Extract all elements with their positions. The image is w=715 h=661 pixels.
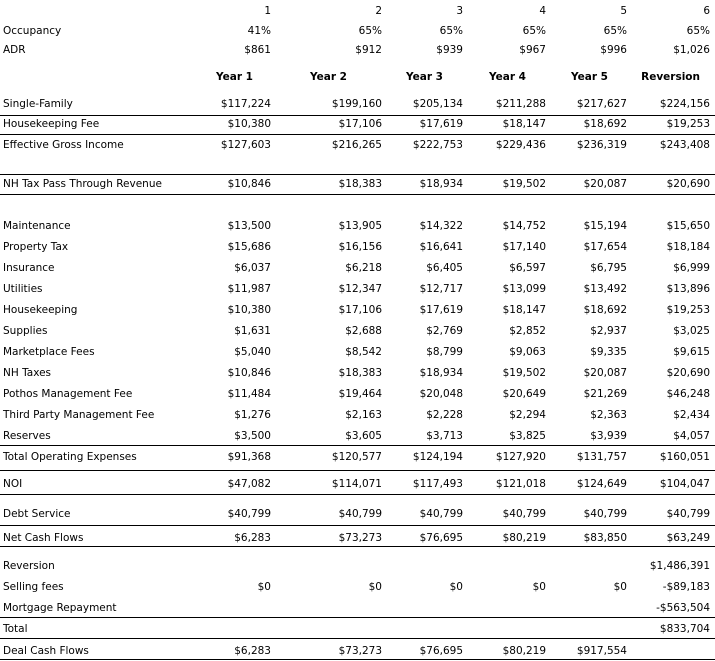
cell: 65%	[358, 25, 382, 37]
cell: $40,799	[666, 508, 710, 520]
period-number: 6	[703, 5, 710, 17]
row-label: Third Party Management Fee	[3, 409, 155, 421]
cell: $104,047	[659, 478, 710, 490]
cell: $17,106	[338, 304, 382, 316]
cell: $2,937	[590, 325, 627, 337]
cell: $16,156	[338, 241, 382, 253]
cell: 65%	[603, 25, 627, 37]
cell: $18,184	[666, 241, 710, 253]
cell: $120,577	[331, 451, 382, 463]
cell: $20,690	[666, 178, 710, 190]
deal-cash-flows-row	[0, 643, 715, 659]
cell: $10,846	[227, 367, 271, 379]
cell: $9,063	[509, 346, 546, 358]
table-row	[0, 137, 715, 153]
cell: $3,713	[426, 430, 463, 442]
cell: $13,896	[666, 283, 710, 295]
cell: $6,283	[234, 645, 271, 657]
cell: $10,380	[227, 304, 271, 316]
debt-service-row	[0, 506, 715, 522]
table-row	[0, 96, 715, 112]
cell: $3,939	[590, 430, 627, 442]
table-row	[0, 428, 715, 444]
column-header: Year 1	[216, 71, 253, 83]
cell: $121,018	[495, 478, 546, 490]
cell: $199,160	[331, 98, 382, 110]
cell: $912	[355, 44, 382, 56]
row-divider	[0, 470, 715, 471]
cell: $6,597	[509, 262, 546, 274]
cell: $80,219	[502, 645, 546, 657]
cell: $19,502	[502, 367, 546, 379]
table-row	[0, 386, 715, 402]
total-row	[0, 621, 715, 637]
cell: $8,542	[345, 346, 382, 358]
cell: $14,322	[419, 220, 463, 232]
cell: $13,099	[502, 283, 546, 295]
cell: $6,795	[590, 262, 627, 274]
row-divider	[0, 659, 715, 660]
row-label: NH Taxes	[3, 367, 52, 379]
cell: $0	[368, 581, 382, 593]
cell: $117,224	[220, 98, 271, 110]
row-label: Insurance	[3, 262, 55, 274]
period-number: 3	[456, 5, 463, 17]
row-label: Housekeeping Fee	[3, 118, 100, 130]
cell: $114,071	[331, 478, 382, 490]
cell: 65%	[522, 25, 546, 37]
cell: $15,194	[583, 220, 627, 232]
row-label: Maintenance	[3, 220, 71, 232]
cell: $13,492	[583, 283, 627, 295]
table-row	[0, 323, 715, 339]
period-number: 4	[539, 5, 546, 17]
cell: $19,253	[666, 118, 710, 130]
cell: $11,484	[227, 388, 271, 400]
cell: $18,383	[338, 178, 382, 190]
cell: $0	[613, 581, 627, 593]
cell: $222,753	[412, 139, 463, 151]
cell: $6,999	[673, 262, 710, 274]
cell: $15,686	[227, 241, 271, 253]
selling-fees-row	[0, 579, 715, 595]
table-row	[0, 302, 715, 318]
cell: $124,194	[412, 451, 463, 463]
cell: 41%	[247, 25, 271, 37]
noi-row	[0, 476, 715, 492]
row-label: Selling fees	[3, 581, 64, 593]
table-row	[0, 116, 715, 132]
cell: $205,134	[412, 98, 463, 110]
cell: $17,140	[502, 241, 546, 253]
cell: $211,288	[495, 98, 546, 110]
table-row	[0, 239, 715, 255]
year-header-row	[0, 69, 715, 85]
cell: $80,219	[502, 532, 546, 544]
cell: $40,799	[338, 508, 382, 520]
cell: $6,405	[426, 262, 463, 274]
cell: $216,265	[331, 139, 382, 151]
cell: $9,335	[590, 346, 627, 358]
column-header: Reversion	[641, 71, 700, 83]
cell: $124,649	[576, 478, 627, 490]
cell: 65%	[686, 25, 710, 37]
cell: $63,249	[666, 532, 710, 544]
cell: $229,436	[495, 139, 546, 151]
row-divider	[0, 134, 715, 135]
cell: $0	[449, 581, 463, 593]
row-divider	[0, 194, 715, 195]
row-label: Single-Family	[3, 98, 73, 110]
cell: $127,603	[220, 139, 271, 151]
row-label: NOI	[3, 478, 23, 490]
row-label: Debt Service	[3, 508, 71, 520]
cell: $4,057	[673, 430, 710, 442]
cell: $12,347	[338, 283, 382, 295]
row-divider	[0, 525, 715, 526]
cell: $14,752	[502, 220, 546, 232]
row-label: NH Tax Pass Through Revenue	[3, 178, 162, 190]
cell: $3,825	[509, 430, 546, 442]
cell: $40,799	[583, 508, 627, 520]
cell: $2,769	[426, 325, 463, 337]
row-divider	[0, 174, 715, 175]
row-label: Property Tax	[3, 241, 69, 253]
cell: $18,934	[419, 367, 463, 379]
cell: $996	[600, 44, 627, 56]
cell: $17,106	[338, 118, 382, 130]
cell: $2,163	[345, 409, 382, 421]
cell: $8,799	[426, 346, 463, 358]
row-label: Housekeeping	[3, 304, 78, 316]
cell: $939	[436, 44, 463, 56]
cell: $17,619	[419, 118, 463, 130]
cell: $10,846	[227, 178, 271, 190]
period-number: 1	[264, 5, 271, 17]
cell: $861	[244, 44, 271, 56]
column-header: Year 5	[571, 71, 608, 83]
cell: $13,905	[338, 220, 382, 232]
net-cash-flows-row	[0, 530, 715, 546]
cell: $91,368	[227, 451, 271, 463]
cell: $1,486,391	[649, 560, 710, 572]
cell: $5,040	[234, 346, 271, 358]
cell: $1,631	[234, 325, 271, 337]
cell: $2,228	[426, 409, 463, 421]
cell: $17,654	[583, 241, 627, 253]
cell: $2,434	[673, 409, 710, 421]
table-row	[0, 344, 715, 360]
cell: $217,627	[576, 98, 627, 110]
column-header: Year 4	[489, 71, 526, 83]
cell: $833,704	[659, 623, 710, 635]
cell: $13,500	[227, 220, 271, 232]
cell: $2,294	[509, 409, 546, 421]
cell: $18,934	[419, 178, 463, 190]
row-divider	[0, 445, 715, 446]
row-label: Pothos Management Fee	[3, 388, 133, 400]
table-row	[0, 407, 715, 423]
period-number-row	[0, 3, 715, 19]
cell: $131,757	[576, 451, 627, 463]
cell: $117,493	[412, 478, 463, 490]
table-row	[0, 176, 715, 192]
row-label: ADR	[3, 44, 26, 56]
cell: $15,650	[666, 220, 710, 232]
cell: $40,799	[227, 508, 271, 520]
cell: $73,273	[338, 532, 382, 544]
row-label: Reserves	[3, 430, 51, 442]
table-row	[0, 281, 715, 297]
mortgage-repayment-row	[0, 600, 715, 616]
column-header: Year 2	[310, 71, 347, 83]
cell: $160,051	[659, 451, 710, 463]
table-row	[0, 260, 715, 276]
cell: $18,692	[583, 118, 627, 130]
cell: $1,276	[234, 409, 271, 421]
row-label: Total	[3, 623, 28, 635]
adr-row	[0, 42, 715, 58]
cell: $40,799	[502, 508, 546, 520]
cell: $3,500	[234, 430, 271, 442]
cell: $19,464	[338, 388, 382, 400]
cell: $18,383	[338, 367, 382, 379]
cell: $2,688	[345, 325, 382, 337]
row-label: Net Cash Flows	[3, 532, 84, 544]
row-label: Effective Gross Income	[3, 139, 124, 151]
cell: $18,147	[502, 304, 546, 316]
cell: $11,987	[227, 283, 271, 295]
cell: $20,087	[583, 367, 627, 379]
row-label: Mortgage Repayment	[3, 602, 117, 614]
row-label: Supplies	[3, 325, 48, 337]
cell: $46,248	[666, 388, 710, 400]
period-number: 5	[620, 5, 627, 17]
cell: $19,253	[666, 304, 710, 316]
cell: $224,156	[659, 98, 710, 110]
cell: 65%	[439, 25, 463, 37]
table-row	[0, 449, 715, 465]
cell: $3,605	[345, 430, 382, 442]
cell: $2,852	[509, 325, 546, 337]
row-label: Marketplace Fees	[3, 346, 95, 358]
cell: $243,408	[659, 139, 710, 151]
column-header: Year 3	[406, 71, 443, 83]
cell: $967	[519, 44, 546, 56]
cell: $2,363	[590, 409, 627, 421]
cell: $19,502	[502, 178, 546, 190]
cell: $236,319	[576, 139, 627, 151]
cell: $6,037	[234, 262, 271, 274]
cell: -$563,504	[656, 602, 710, 614]
row-label: Deal Cash Flows	[3, 645, 89, 657]
cell: $20,690	[666, 367, 710, 379]
cell: $18,147	[502, 118, 546, 130]
cell: $10,380	[227, 118, 271, 130]
cell: $40,799	[419, 508, 463, 520]
table-row	[0, 218, 715, 234]
cell: $3,025	[673, 325, 710, 337]
cell: $12,717	[419, 283, 463, 295]
cell: $917,554	[576, 645, 627, 657]
row-label: Total Operating Expenses	[3, 451, 137, 463]
cell: $20,048	[419, 388, 463, 400]
cell: -$89,183	[662, 581, 710, 593]
cell: $47,082	[227, 478, 271, 490]
cell: $6,283	[234, 532, 271, 544]
row-divider	[0, 617, 715, 618]
cell: $127,920	[495, 451, 546, 463]
period-number: 2	[375, 5, 382, 17]
cell: $73,273	[338, 645, 382, 657]
row-label: Occupancy	[3, 25, 62, 37]
cell: $20,649	[502, 388, 546, 400]
reversion-row	[0, 558, 715, 574]
cell: $6,218	[345, 262, 382, 274]
cell: $20,087	[583, 178, 627, 190]
cell: $1,026	[673, 44, 710, 56]
occupancy-row	[0, 23, 715, 39]
cell: $76,695	[419, 645, 463, 657]
cell: $17,619	[419, 304, 463, 316]
row-label: Utilities	[3, 283, 43, 295]
cell: $9,615	[673, 346, 710, 358]
cell: $83,850	[583, 532, 627, 544]
cell: $18,692	[583, 304, 627, 316]
cell: $21,269	[583, 388, 627, 400]
cell: $0	[532, 581, 546, 593]
cell: $0	[257, 581, 271, 593]
row-divider	[0, 546, 715, 547]
row-divider	[0, 638, 715, 639]
row-divider	[0, 494, 715, 495]
cell: $16,641	[419, 241, 463, 253]
table-row	[0, 365, 715, 381]
row-label: Reversion	[3, 560, 55, 572]
cell: $76,695	[419, 532, 463, 544]
